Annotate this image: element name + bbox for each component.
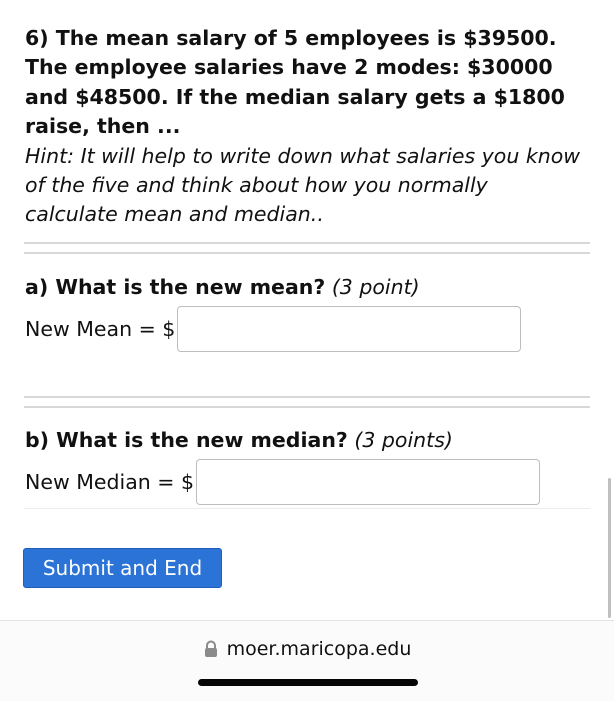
new-mean-label: New Mean = $ — [25, 317, 176, 341]
url-display[interactable] — [0, 638, 614, 660]
part-a-points: (3 point) — [331, 275, 420, 299]
new-median-input[interactable] — [196, 459, 540, 505]
section-divider — [24, 242, 590, 254]
new-mean-row — [25, 305, 521, 353]
section-divider — [24, 508, 590, 509]
question-hint: Hint: It will help to write down what salaries you know of the five and think about how you normally calculate mean and median.. — [25, 143, 581, 227]
lock-icon — [203, 640, 219, 658]
question-block — [25, 24, 585, 230]
new-median-label: New Median = $ — [25, 470, 195, 494]
part-b-heading — [25, 426, 453, 454]
part-b-question: b) What is the new median? — [25, 428, 348, 452]
part-a-question: a) What is the new mean? — [25, 275, 326, 299]
scrollbar[interactable] — [608, 478, 611, 618]
section-divider — [24, 396, 590, 408]
question-number: 6) — [25, 26, 49, 50]
question-text — [25, 24, 585, 142]
new-median-row — [25, 458, 540, 506]
submit-and-end-button[interactable]: Submit and End — [23, 548, 222, 588]
url-text: moer.maricopa.edu — [226, 638, 412, 660]
home-indicator[interactable] — [198, 679, 418, 686]
part-b-points: (3 points) — [354, 428, 453, 452]
browser-address-bar — [0, 620, 614, 701]
part-a-heading — [25, 273, 420, 301]
question-body: The mean salary of 5 employees is $39500. The employee salaries have 2 modes: $30000 and $48500. If the median salary gets a $1800 raise, then ... — [25, 26, 565, 139]
new-mean-input[interactable] — [177, 306, 521, 352]
